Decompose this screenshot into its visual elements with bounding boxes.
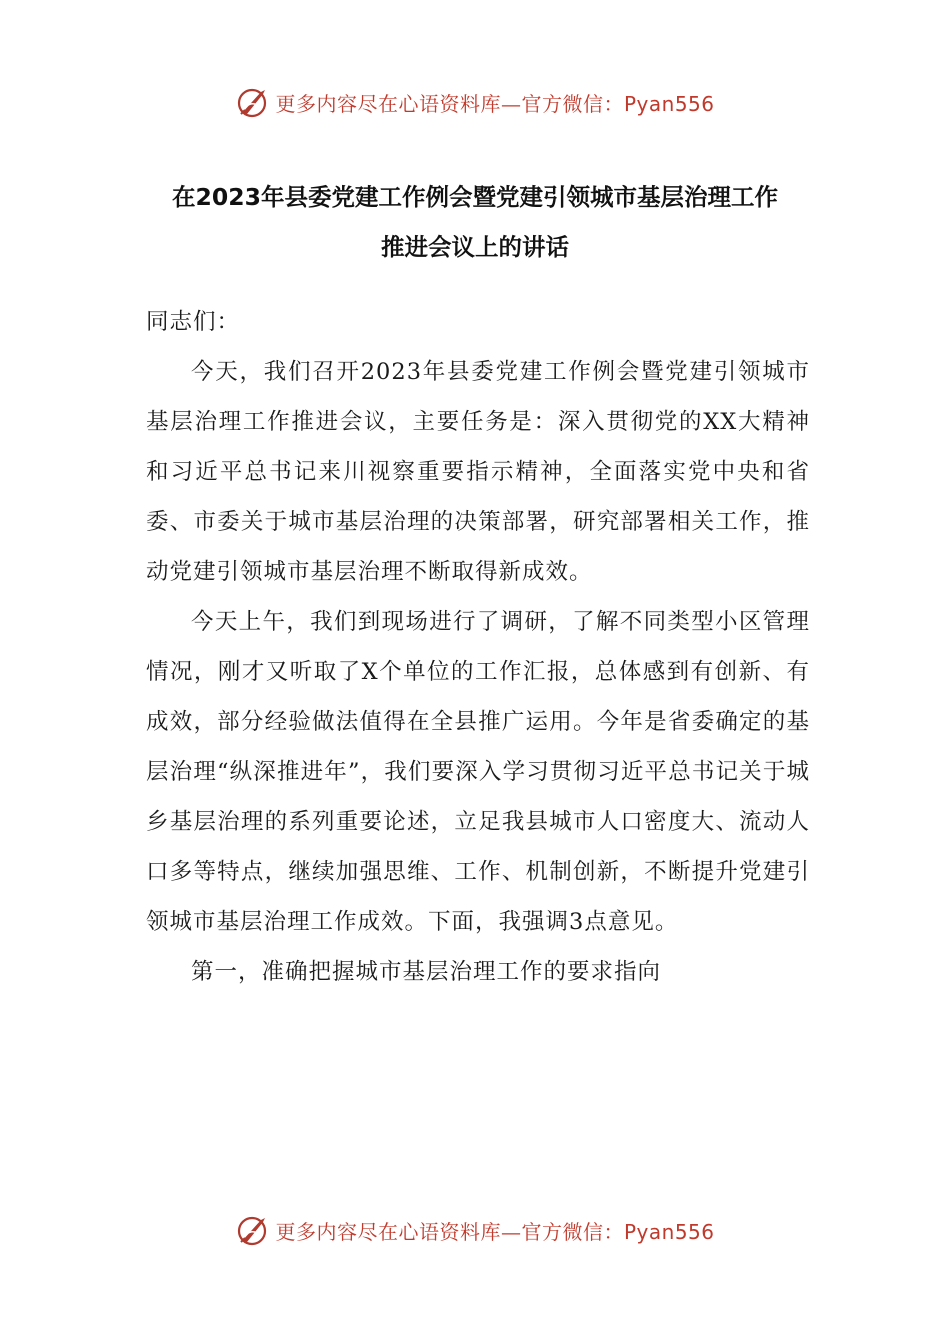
title-line-1: 在2023年县委党建工作例会暨党建引领城市基层治理工作	[172, 183, 778, 211]
header-wechat-id: Pyan556	[623, 91, 715, 116]
footer-wechat-id: Pyan556	[623, 1219, 715, 1244]
paragraph-2: 今天上午，我们到现场进行了调研，了解不同类型小区管理情况，刚才又听取了X个单位的工作汇报，总体感到有创新、有成效，部分经验做法值得在全县推广运用。今年是省委确定的基层治理“纵深推进年”，我们要深入学习贯彻习近平总书记关于城乡基层治理的系列重要论述，立足我县城市人口密度大、流动人口多等特点，继续加强思维、工作、机制创新，不断提升党建引领城市基层治理工作成效。下面，我强调3点意见。	[146, 609, 810, 935]
section-heading-1: 第一，准确把握城市基层治理工作的要求指向	[191, 959, 662, 985]
footer-banner-label: 更多内容尽在心语资料库—官方微信：	[275, 1219, 624, 1244]
footer-banner	[0, 1208, 950, 1252]
document-title	[120, 172, 830, 272]
header-banner	[0, 80, 950, 124]
quill-pen-logo-icon	[235, 84, 271, 120]
title-line-2: 推进会议上的讲话	[381, 233, 569, 261]
paragraph-1: 今天，我们召开2023年县委党建工作例会暨党建引领城市基层治理工作推进会议，主要任务是：深入贯彻党的XX大精神和习近平总书记来川视察重要指示精神，全面落实党中央和省委、市委关于城市基层治理的决策部署，研究部署相关工作，推动党建引领城市基层治理不断取得新成效。	[146, 359, 810, 585]
document-body	[146, 297, 810, 997]
quill-pen-logo-icon	[235, 1212, 271, 1248]
header-banner-text	[275, 88, 714, 117]
footer-banner-text	[275, 1216, 714, 1245]
salutation: 同志们：	[146, 309, 241, 335]
header-banner-label: 更多内容尽在心语资料库—官方微信：	[275, 91, 624, 116]
